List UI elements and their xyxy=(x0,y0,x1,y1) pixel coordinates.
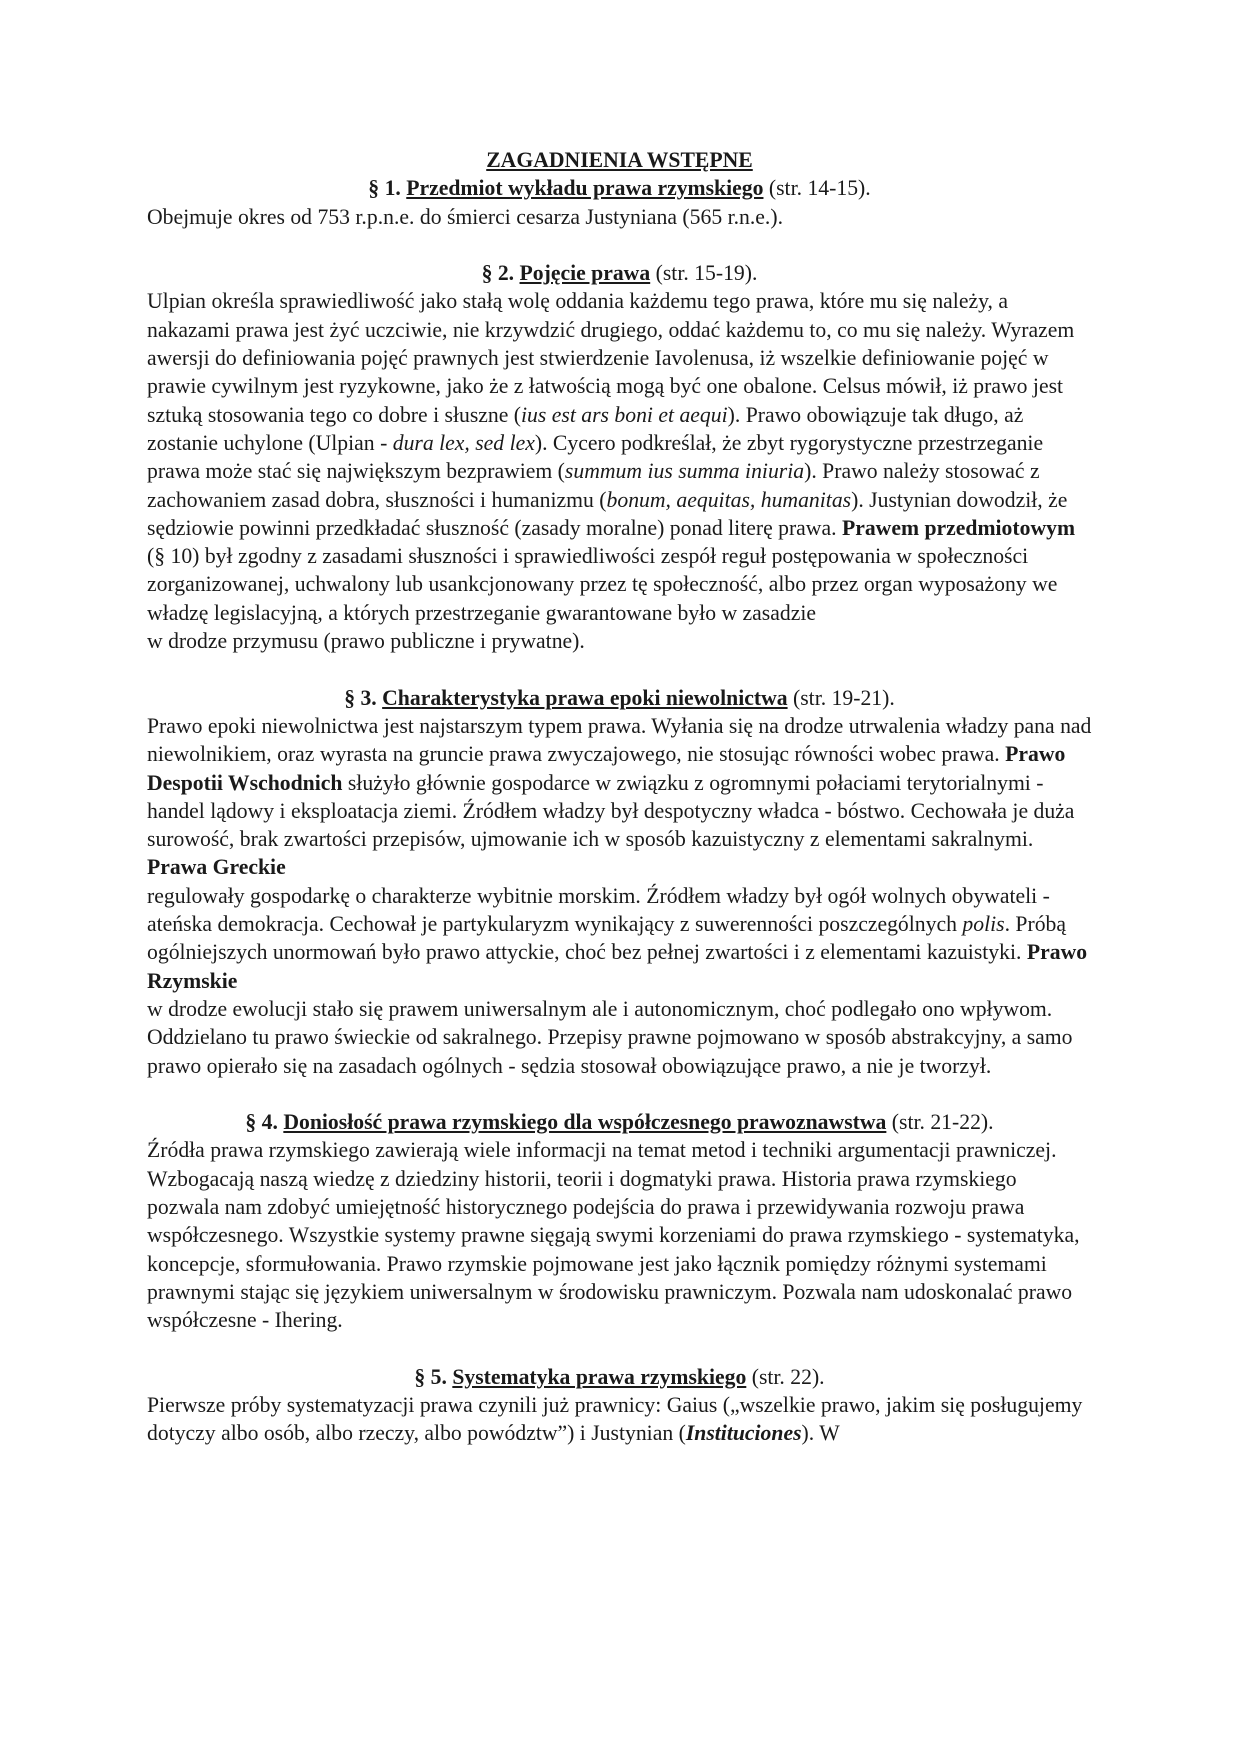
spacer xyxy=(147,655,1092,683)
section-2-text: ). Justynian dowodził, że sędziowie powinni przedkładać słuszność (zasady moralne) ponad literę prawa. xyxy=(147,487,1068,540)
section-3-text: Prawo epoki niewolnictwa jest najstarszym typem prawa. Wyłania się na drodze utrwalenia władzy pana nad niewolnikiem, oraz wyrasta na gruncie prawa zwyczajowego, nie stosując równości wobec prawa. xyxy=(147,713,1092,767)
section-1-pages: (str. 14-15). xyxy=(768,176,871,201)
section-3-body xyxy=(147,712,1092,882)
section-5-name: Systematyka prawa rzymskiego xyxy=(452,1364,747,1389)
section-1-name: Przedmiot wykładu prawa rzymskiego xyxy=(406,176,764,201)
section-3-body-end: w drodze ewolucji stało się prawem uniwersalnym ale i autonomicznym, choć podlegało ono wpływom. Oddzielano tu prawo świeckie od sakralnego. Przepisy prawne pojmowano w sposób abstrakcyjny, a samo prawo opierało się na zasadach ogólnych - sędzia stosował obowiązujące prawo, a nie je tworzył. xyxy=(147,996,1073,1078)
section-5-text: Pierwsze próby systematyzacji prawa czynili już prawnicy: Gaius („wszelkie prawo, jakim się posługujemy dotyczy albo osób, albo rzeczy, albo powództw”) i Justynian ( xyxy=(147,1393,1083,1446)
section-2-body-end: w drodze przymusu (prawo publiczne i prywatne). xyxy=(147,629,585,654)
section-3-text: . Próbą ogólniejszych unormowań było prawo attyckie, choć bez pełnej zwartości i z elementami kazuistyki. xyxy=(147,912,1067,965)
document-title xyxy=(147,146,1092,174)
section-5-text: ). W xyxy=(801,1421,840,1446)
section-3-body-cont xyxy=(147,882,1092,995)
section-3-term: Prawo Rzymskie xyxy=(147,940,1088,993)
section-2-name: Pojęcie prawa xyxy=(519,261,651,286)
section-2-text: (§ 10) był zgodny z zasadami słuszności i sprawiedliwości zespół reguł postępowania w społeczności zorganizowanej, uchwalony lub usankcjonowany przez tę społeczność, albo przez organ wyposażony we władzę legislacyjną, a których przestrzeganie gwarantowane było w zasadzie xyxy=(147,544,1058,625)
section-4-heading xyxy=(147,1108,1092,1136)
section-5-body xyxy=(147,1391,1092,1448)
section-3-latin-term: polis xyxy=(962,912,1005,937)
section-3-text: służyło głównie gospodarce w związku z ogromnymi połaciami terytorialnymi - handel lądowy i eksploatacja ziemi. Źródłem władzy był despotyczny władca - bóstwo. Cechowała je duża surowość, brak zwartości przepisów, ujmowanie ich w sposób kazuistyczny z elementami sakralnymi. xyxy=(147,770,1075,852)
document-title-text: ZAGADNIENIA WSTĘPNE xyxy=(486,148,753,172)
section-2-number: § 2. xyxy=(481,261,515,286)
section-3-pages: (str. 19-21). xyxy=(793,685,895,710)
section-3-text: regulowały gospodarkę o charakterze wybitnie morskim. Źródłem władzy był ogół wolnych obywateli - ateńska demokracja. Cechował je partykularyzm wynikający z suwerenności poszczególnych xyxy=(147,883,1050,937)
spacer xyxy=(147,1334,1092,1362)
section-5-heading xyxy=(147,1363,1092,1391)
document-page xyxy=(147,146,1092,1448)
section-3-term: Prawa Greckie xyxy=(147,855,286,880)
section-3-heading xyxy=(147,684,1092,712)
section-4-body: Źródła prawa rzymskiego zawierają wiele informacji na temat metod i techniki argumentacji prawniczej. Wzbogacają naszą wiedzę z dziedziny historii, teorii i dogmatyki prawa. Historia prawa rzymskiego pozwala nam zdobyć umiejętność historycznego podejścia do prawa i przewidywania rozwoju prawa współczesnego. Wszystkie systemy prawne sięgają swymi korzeniami do prawa rzymskiego - systematyka, koncepcje, sformułowania. Prawo rzymskie pojmowane jest jako łącznik pomiędzy różnymi systemami prawnymi stając się językiem uniwersalnym w środowisku prawniczym. Pozwala nam udoskonalać prawo współczesne - Ihering. xyxy=(147,1138,1080,1333)
spacer xyxy=(147,1080,1092,1108)
section-2-latin-maxim: ius est ars boni et aequi xyxy=(521,402,728,427)
section-2-term: Prawem przedmiotowym xyxy=(841,515,1076,540)
section-2-body xyxy=(147,287,1092,627)
section-5-number: § 5. xyxy=(414,1364,447,1389)
section-2-latin-maxim: dura lex, sed lex xyxy=(392,430,535,455)
section-2-latin-maxim: bonum, aequitas, humanitas xyxy=(606,487,852,512)
section-4-name: Doniosłość prawa rzymskiego dla współczesnego prawoznawstwa xyxy=(283,1110,887,1135)
section-2-latin-maxim: summum ius summa iniuria xyxy=(564,459,805,484)
section-1-number: § 1. xyxy=(368,176,401,201)
section-3-name: Charakterystyka prawa epoki niewolnictwa xyxy=(382,685,788,710)
section-3-term: Prawo Despotii Wschodnich xyxy=(147,742,1066,795)
section-4-pages: (str. 21-22). xyxy=(891,1110,994,1135)
section-2-pages: (str. 15-19). xyxy=(655,261,758,286)
section-2-heading xyxy=(147,259,1092,287)
section-2-text: Ulpian określa sprawiedliwość jako stałą wolę oddania każdemu tego prawa, które mu się należy, a nakazami prawa jest żyć uczciwie, nie krzywdzić drugiego, oddać każdemu to, co mu się należy. Wyrazem awersji do definiowania pojęć prawnych jest stwierdzenie Iavolenusa, iż wszelkie definiowanie pojęć w prawie cywilnym jest ryzykowne, jako że z łatwością mogą być one obalone. Celsus mówił, iż prawo jest sztuką stosowania tego co dobre i słuszne ( xyxy=(147,289,1075,427)
section-3-number: § 3. xyxy=(344,685,377,710)
section-5-pages: (str. 22). xyxy=(751,1364,825,1389)
section-4-number: § 4. xyxy=(245,1110,278,1135)
section-2-text: ). Cycero podkreślał, że zbyt rygorystyczne przestrzeganie prawa może stać się największym bezprawiem ( xyxy=(147,430,1044,484)
section-1-heading xyxy=(147,174,1092,202)
section-2-text: ). Prawo należy stosować z zachowaniem zasad dobra, słuszności i humanizmu ( xyxy=(147,459,1040,512)
section-5-title-ref: Instituciones xyxy=(685,1421,802,1446)
section-1-body: Obejmuje okres od 753 r.p.n.e. do śmierci cesarza Justyniana (565 r.n.e.). xyxy=(147,204,783,229)
spacer xyxy=(147,231,1092,259)
section-2-text: ). Prawo obowiązuje tak długo, aż zostanie uchylone (Ulpian - xyxy=(147,402,1024,455)
